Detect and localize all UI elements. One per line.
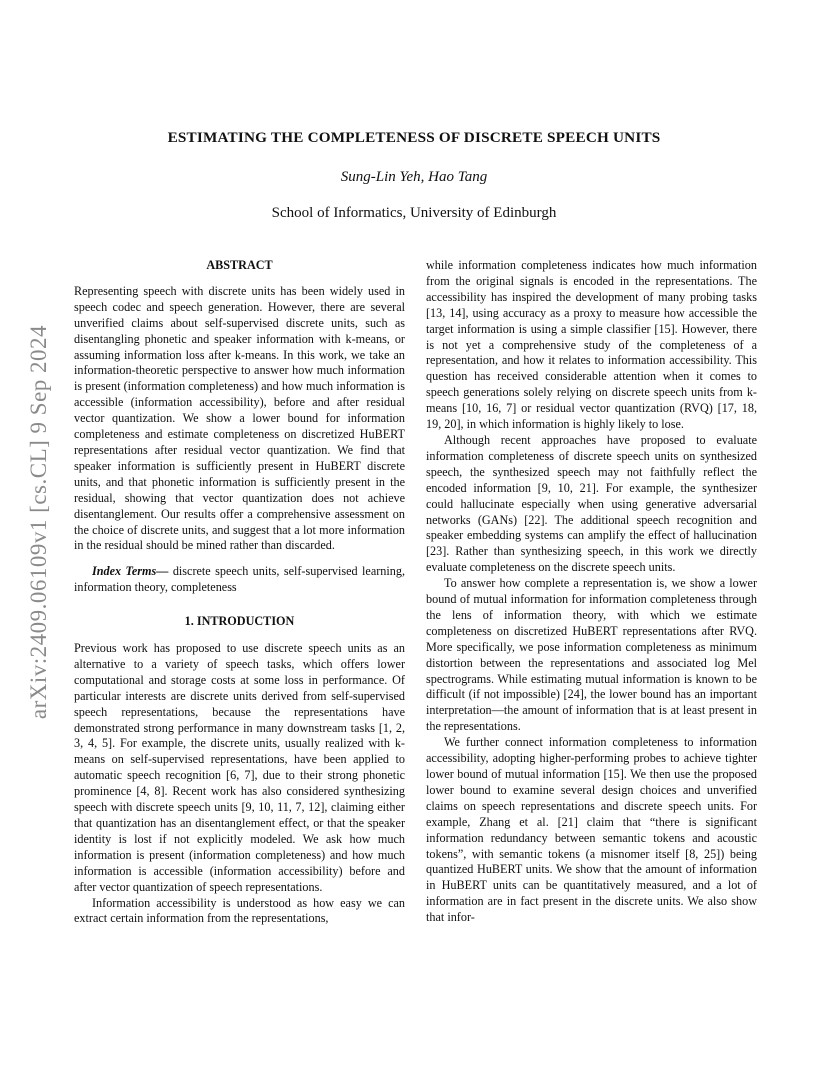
paper-affiliation: School of Informatics, University of Edinburgh xyxy=(271,205,557,221)
paper-title: ESTIMATING THE COMPLETENESS OF DISCRETE SPEECH UNITS xyxy=(167,129,661,146)
intro-paragraph-2: Information accessibility is understood as how easy we can extract certain information from the representations, xyxy=(74,895,405,926)
right-paragraph-4: We further connect information completeness to information accessibility, adopting higher-performing probes to achieve tighter lower bound of mutual information [15]. We then use the proposed lower bound to examine several design choices and unverified claims on speech representations and discrete speech units. For example, Zhang et al. [21] claim that “there is significant information redundancy between semantic tokens and acoustic tokens”, with semantic tokens (a misnomer itself [8, 25]) being quantized HuBERT units. We show that the amount of information in HuBERT units can be quantitatively measured, and a lot of information are in fact present in the discrete units. We also show that infor- xyxy=(426,735,757,925)
abstract-heading: ABSTRACT xyxy=(206,258,273,272)
intro-paragraph-1: Previous work has proposed to use discrete speech units as an alternative to a variety of speech tasks, which offers lower computational and storage costs at some loss in performance. Of particular interests are discrete units derived from self-supervised speech representations, because the representations have demonstrated strong performance in many downstream tasks [1, 2, 3, 4, 5]. For example, the discrete units, usually realized with k-means on self-supervised representations, have been applied to automatic speech recognition [6, 7], due to their strong phonetic prominence [4, 8]. Recent work has also considered synthesizing speech with discrete speech units [9, 10, 11, 7, 12], claiming either that quantization has an disentanglement effect, or that the speaker identity is lost if not explicitly modeled. We ask how much information is present (information completeness) and how much information is accessible (information accessibility) before and after vector quantization of speech representations. xyxy=(74,641,405,894)
right-paragraph-1: while information completeness indicates how much information from the original signals is encoded in the representations. The accessibility has inspired the development of many probing tasks [13, 14], using accuracy as a proxy to measure how accessible the target information is using a simple classifier [15]. However, there is not yet a comprehensive study of the completeness of a representation, and how it relates to information accessibility. This question has received considerable attention when it comes to speech generations solely relying on discrete speech units from k-means [10, 16, 7] or residual vector quantization (RVQ) [17, 18, 19, 20], in which information is highly likely to lose. xyxy=(426,258,757,432)
left-column xyxy=(74,258,405,927)
right-paragraph-3: To answer how complete a representation is, we show a lower bound of mutual information for information completeness through the lens of information theory, with which we estimate completeness on discretized HuBERT representations after RVQ. More specifically, we pose information completeness as minimum distortion between the representations and associated log Mel spectrograms. While estimating mutual information is known to be difficult (if not impossible) [24], the lower bound has an important interpretation—the amount of information that is at least present in the representations. xyxy=(426,576,757,734)
arxiv-id: arXiv:2409.06109v1 [cs.CL] 9 Sep 2024 xyxy=(26,324,51,720)
intro-heading: 1. INTRODUCTION xyxy=(184,614,295,629)
arxiv-sidebar-stamp xyxy=(26,292,52,752)
index-terms xyxy=(74,564,405,596)
index-terms-label: Index Terms— xyxy=(92,564,169,579)
index-terms-text: discrete speech units, self-supervised learning, information theory, completeness xyxy=(74,564,406,595)
right-column xyxy=(426,258,757,926)
abstract-text: Representing speech with discrete units has been widely used in speech codec and speech generation. However, there are several unverified claims about self-supervised discrete units, such as disentangling phonetic and speaker information with k-means, or assuming information loss after k-means. In this work, we take an information-theoretic perspective to answer how much information is present (information completeness) and how much information is accessible (information accessibility), before and after residual vector quantization. We show a lower bound for information completeness and estimate completeness on discretized HuBERT representations after residual vector quantization. We find that speaker information is sufficiently present in HuBERT discrete units, and that phonetic information is sufficiently present in the residual, showing that vector quantization does not achieve disentanglement. Our results offer a comprehensive assessment on the choice of discrete units, and suggest that a lot more information in the residual should be mined rather than discarded. xyxy=(74,283,405,553)
paper-authors: Sung-Lin Yeh, Hao Tang xyxy=(340,169,488,185)
right-paragraph-2: Although recent approaches have proposed to evaluate information completeness of discrete speech units on synthesized speech, the synthesized speech may not faithfully reflect the encoded information [9, 10, 21]. For example, the synthesizer could hallucinate especially when using generative adversarial networks (GANs) [22]. The additional speech recognition and speaker embedding systems can amplify the effect of hallucination [23]. Rather than synthesizing speech, in this work we directly evaluate completeness on the discrete speech units. xyxy=(426,432,757,575)
